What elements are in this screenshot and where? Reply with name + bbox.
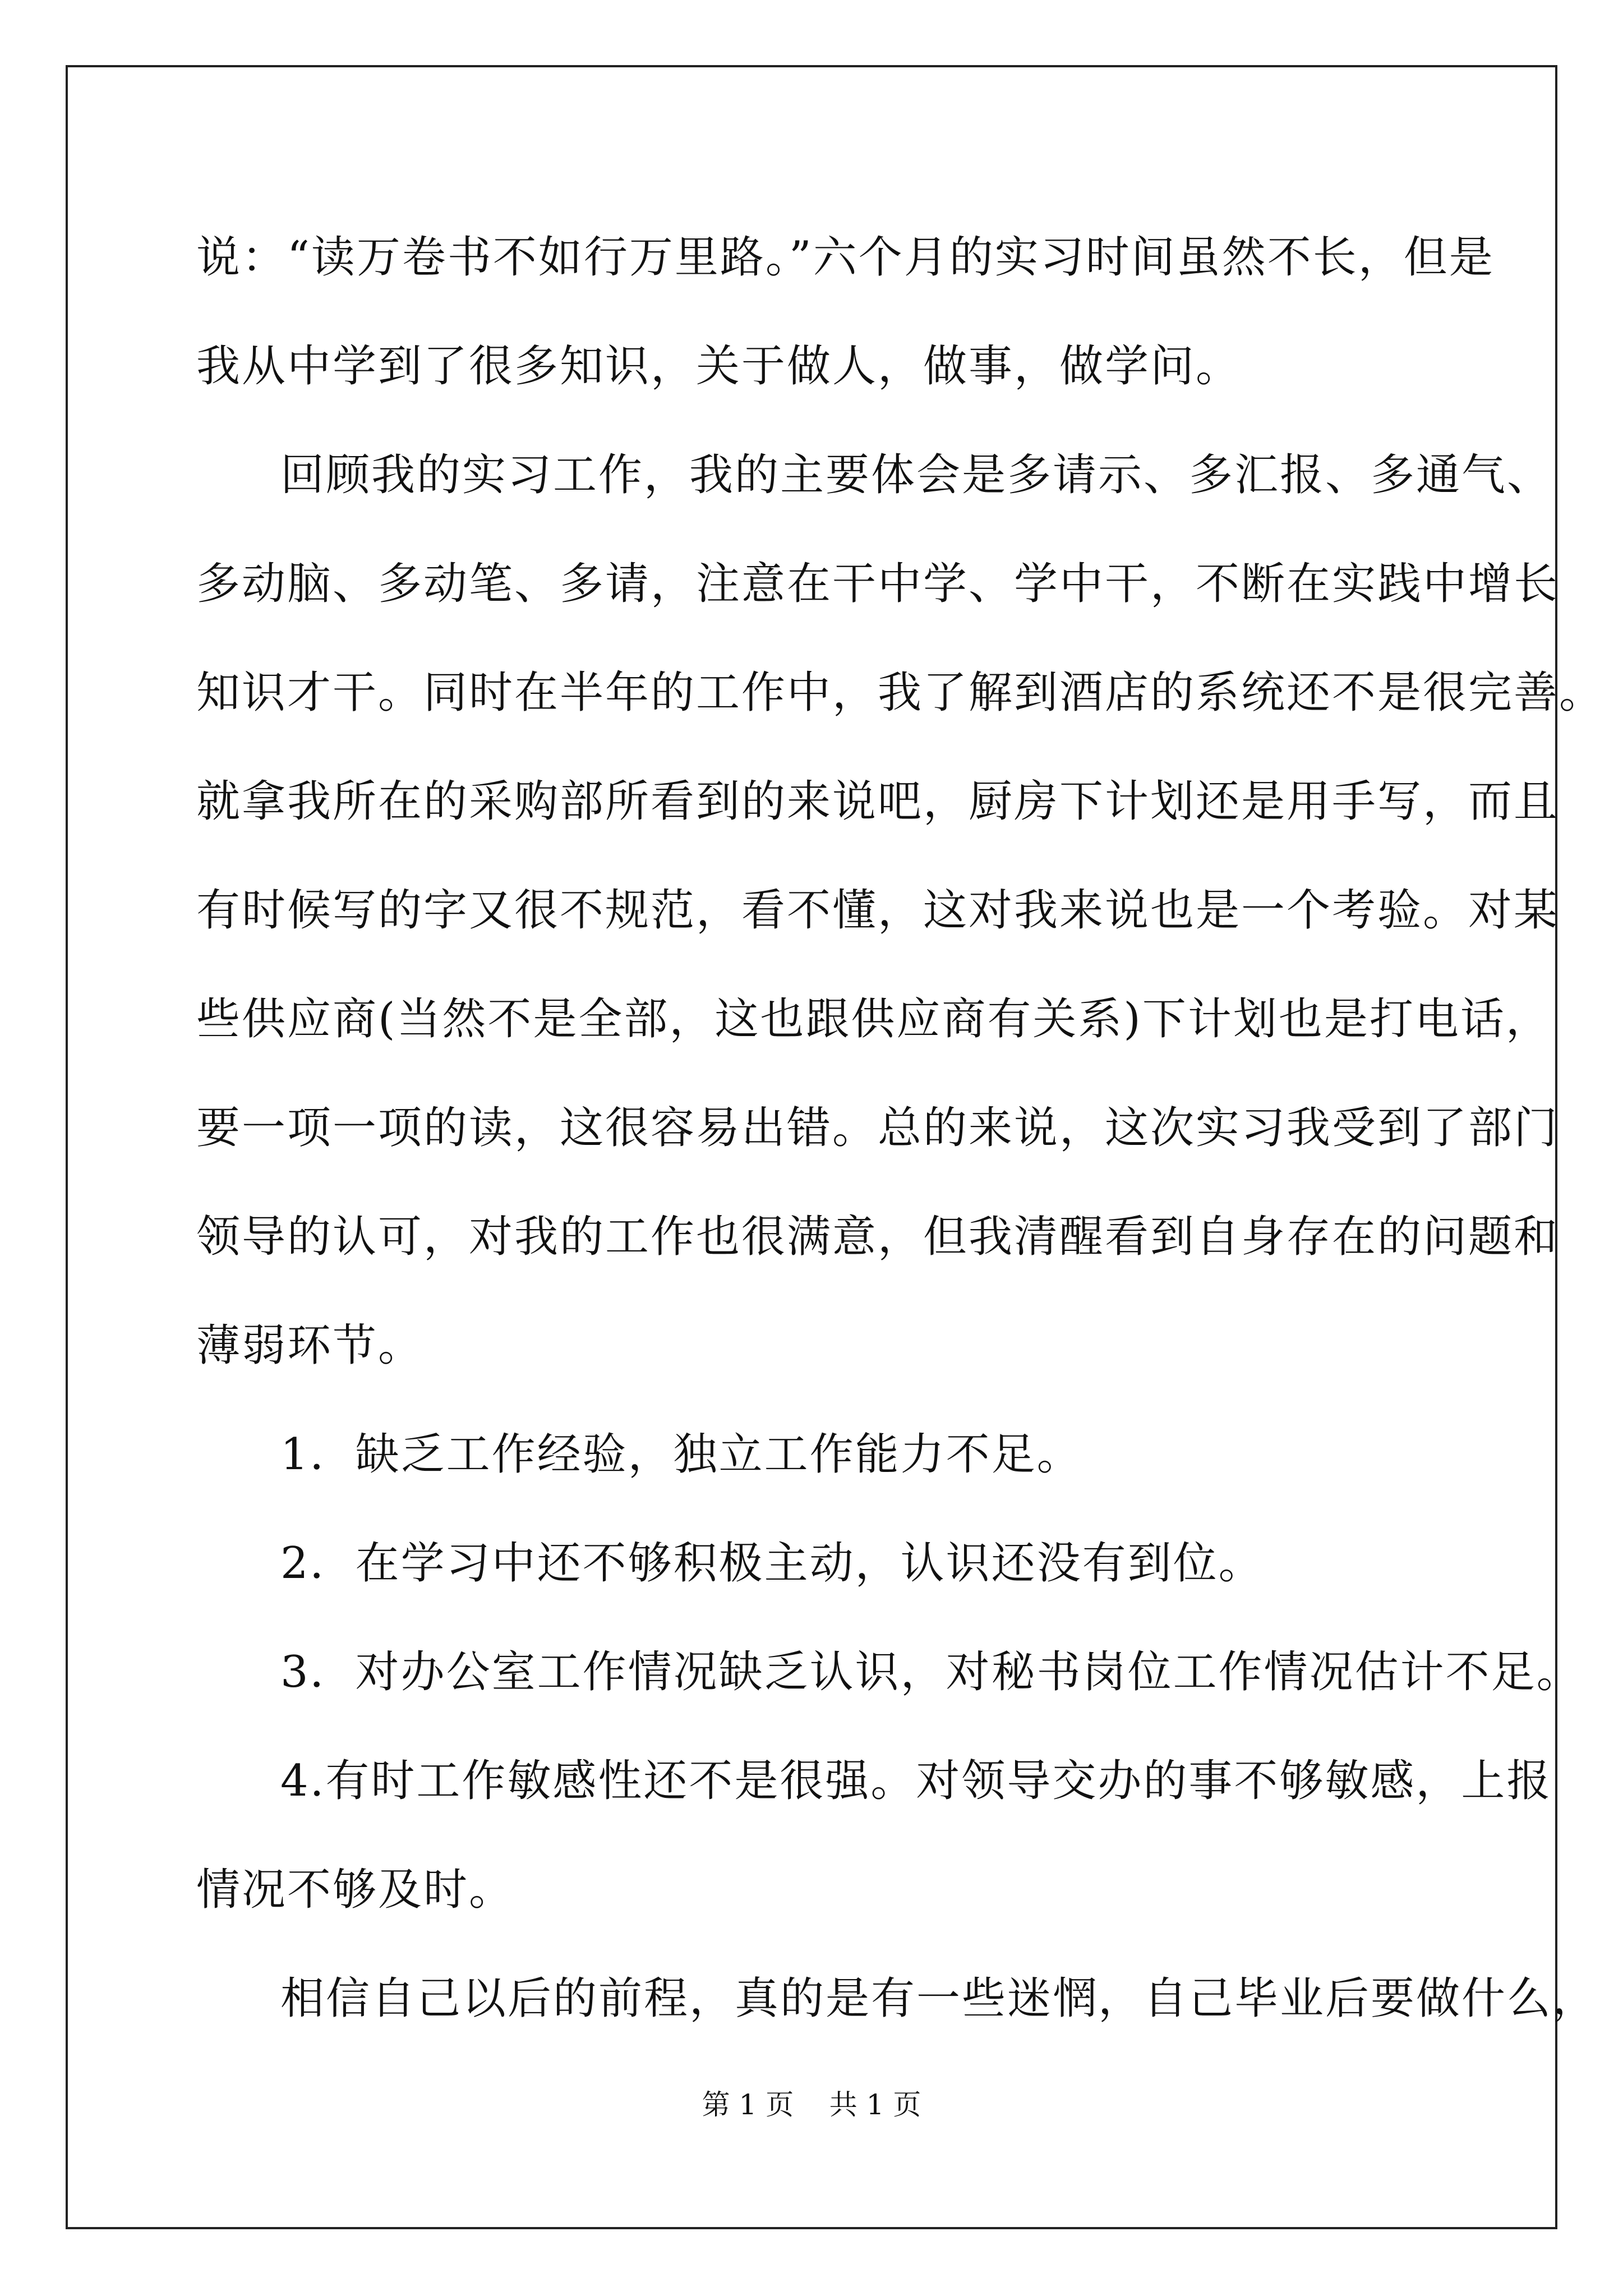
text-line: 说：“读万卷书不如行万里路。”六个月的实习时间虽然不长，但是 [196,232,1495,283]
text-line: 薄弱环节。 [196,1320,424,1371]
text-line: 知识才干。同时在半年的工作中，我了解到酒店的系统还不是很完善。 [196,668,1605,718]
text-line: 有时候写的字又很不规范，看不懂，这对我来说也是一个考验。对某 [196,885,1560,936]
document-body [196,203,1605,2053]
list-item: 4.有时工作敏感性还不是很强。对领导交办的事不够敏感，上报 [280,1756,1552,1806]
text-line: 情况不够及时。 [196,1865,515,1915]
text-line: 相信自己以后的前程，真的是有一些迷惘，自己毕业后要做什么， [280,1973,1598,2024]
list-item: 2．在学习中还不够积极主动，认识还没有到位。 [280,1538,1264,1589]
text-line: 些供应商(当然不是全部，这也跟供应商有关系)下计划也是打电话， [196,994,1551,1045]
text-line: 多动脑、多动笔、多请，注意在干中学、学中干，不断在实践中增长 [196,559,1560,609]
page-number-footer: 第 1 页 共 1 页 [702,2088,921,2121]
list-item: 3．对办公室工作情况缺乏认识，对秘书岗位工作情况估计不足。 [280,1647,1582,1697]
text-line: 回顾我的实习工作，我的主要体会是多请示、多汇报、多通气、 [280,450,1553,500]
text-line: 领导的认可，对我的工作也很满意，但我清醒看到自身存在的问题和 [196,1212,1560,1262]
text-line: 要一项一项的读，这很容易出错。总的来说，这次实习我受到了部门 [196,1103,1560,1153]
list-item: 1．缺乏工作经验，独立工作能力不足。 [280,1429,1082,1480]
text-line: 就拿我所在的采购部所看到的来说吧，厨房下计划还是用手写，而且 [196,776,1560,827]
text-line: 我从中学到了很多知识，关于做人，做事，做学问。 [196,341,1242,392]
